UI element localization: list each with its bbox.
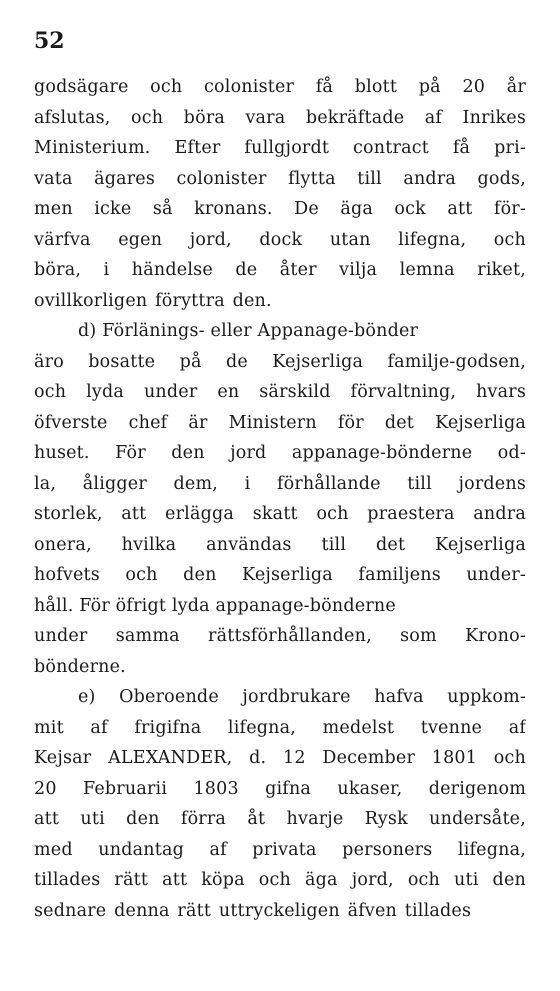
text-line: onera, hvilka användas till det Kejserliga <box>34 534 526 555</box>
text-line: storlek, att erlägga skatt och praestera andra <box>34 504 526 524</box>
text-line: mit af frigifna lifegna, medelst tvenne af <box>34 717 526 738</box>
text-line: sednare denna rätt uttryckeligen äfven tillades <box>34 900 472 921</box>
text-line: hofvets och den Kejserliga familjens under- <box>34 565 526 585</box>
text-line: Kejsar ALEXANDER, d. 12 December 1801 och <box>34 748 526 768</box>
text-line: och lyda under en särskild förvaltning, hvars <box>34 382 526 402</box>
text-line: 20 Februarii 1803 gifna ukaser, derigenom <box>34 778 526 799</box>
text-line: att uti den förra åt hvarje Rysk undersåte, <box>34 809 526 829</box>
body-text <box>34 72 526 926</box>
text-line: la, åligger dem, i förhållande till jordens <box>34 473 526 494</box>
text-line: ovillkorligen föryttra den. <box>34 290 272 311</box>
text-line: huset. För den jord appanage-bönderne od- <box>34 443 526 463</box>
text-line: under samma rättsförhållanden, som Krono- <box>34 626 526 646</box>
text-line: men icke så kronans. De äga ock att för- <box>34 199 526 219</box>
text-line: öfverste chef är Ministern för det Kejserliga <box>34 412 526 433</box>
text-line: godsägare och colonister få blott på 20 år <box>34 77 526 97</box>
text-line: afslutas, och böra vara bekräftade af Inrikes <box>34 107 526 128</box>
text-line: äro bosatte på de Kejserliga familje-godsen, <box>34 351 526 372</box>
text-line: bönderne. <box>34 656 126 677</box>
text-line: böra, i händelse de åter vilja lemna riket, <box>34 260 526 280</box>
page-number: 52 <box>34 28 65 54</box>
text-line: vata ägares colonister flytta till andra gods, <box>34 168 526 189</box>
text-line: tillades rätt att köpa och äga jord, och uti den <box>34 870 526 890</box>
text-line: med undantag af privata personers lifegna, <box>34 839 526 860</box>
text-line: Ministerium. Efter fullgjordt contract få pri- <box>34 138 526 158</box>
paragraph-d-start: d) Förlänings- eller Appanage-bönder <box>78 321 419 341</box>
text-line: håll. För öfrigt lyda appanage-bönderne <box>34 595 396 616</box>
text-line: värfva egen jord, dock utan lifegna, och <box>34 229 526 250</box>
paragraph-e-start: e) Oberoende jordbrukare hafva uppkom- <box>78 687 526 707</box>
